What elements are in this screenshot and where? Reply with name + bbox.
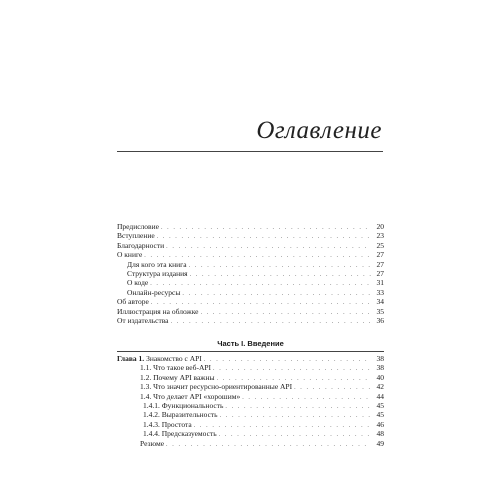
toc-entry-page: 33 bbox=[376, 287, 384, 297]
toc-entry-label: О книге bbox=[117, 250, 143, 260]
toc-entry-page: 27 bbox=[376, 259, 384, 269]
leader-dots bbox=[171, 318, 371, 327]
toc-entry-about-author bbox=[117, 297, 384, 306]
page-title: Оглавление bbox=[256, 117, 382, 144]
toc-entry-label: Структура издания bbox=[127, 268, 188, 278]
toc-entry-label: 1.3. Что значит ресурсно-ориентированные API bbox=[140, 382, 293, 392]
toc-entry-label: 1.4.1. Функциональность bbox=[143, 400, 224, 410]
toc-entry-audience bbox=[117, 260, 384, 269]
leader-dots bbox=[219, 431, 371, 440]
toc-entry-page: 20 bbox=[376, 222, 384, 231]
chapter-list bbox=[117, 354, 384, 448]
title-rule bbox=[117, 151, 383, 152]
toc-entry-1-3 bbox=[117, 382, 384, 391]
chapter-title: Знакомство с API bbox=[146, 354, 202, 363]
toc-entry-cover-illustration bbox=[117, 307, 384, 316]
front-matter-list bbox=[117, 222, 384, 325]
leader-dots bbox=[182, 290, 371, 299]
toc-entry-1-4-4 bbox=[117, 429, 384, 438]
toc-entry-code bbox=[117, 278, 384, 287]
toc-entry-label: Иллюстрация на обложке bbox=[117, 306, 199, 316]
leader-dots bbox=[201, 309, 371, 318]
toc-entry-page: 38 bbox=[376, 354, 384, 363]
leader-dots bbox=[166, 441, 371, 450]
toc-entry-label: 1.4.3. Простота bbox=[143, 419, 192, 429]
leader-dots bbox=[157, 233, 371, 242]
toc-entry-label: Резюме bbox=[140, 438, 165, 448]
toc-entry-page: 49 bbox=[376, 438, 384, 448]
toc-entry-label: 1.4. Что делает API «хорошим» bbox=[140, 391, 241, 401]
toc-entry-structure bbox=[117, 269, 384, 278]
toc-entry-page: 35 bbox=[376, 306, 384, 316]
toc-entry-acknowledgements bbox=[117, 241, 384, 250]
toc-entry-page: 42 bbox=[376, 382, 384, 392]
toc-entry-1-1 bbox=[117, 363, 384, 372]
toc-entry-page: 23 bbox=[376, 231, 384, 241]
toc-entry-introduction bbox=[117, 231, 384, 240]
toc-entry-1-4-3 bbox=[117, 420, 384, 429]
leader-dots bbox=[213, 365, 371, 374]
toc-entry-page: 27 bbox=[376, 250, 384, 260]
toc-entry-page: 36 bbox=[376, 315, 384, 325]
toc-entry-label: Благодарности bbox=[117, 240, 165, 250]
toc-entry-page: 31 bbox=[376, 278, 384, 288]
leader-dots bbox=[225, 403, 371, 412]
toc-entry-page: 44 bbox=[376, 391, 384, 401]
toc-entry-label: О коде bbox=[127, 278, 149, 288]
leader-dots bbox=[204, 356, 371, 365]
toc-entry-label: Для кого эта книга bbox=[127, 259, 187, 269]
leader-dots bbox=[242, 394, 371, 403]
toc-entry-label bbox=[117, 354, 204, 363]
leader-dots bbox=[189, 262, 371, 271]
toc-entry-online-resources bbox=[117, 288, 384, 297]
toc-entry-1-4-2 bbox=[117, 410, 384, 419]
toc-entry-label: 1.4.2. Выразительность bbox=[143, 410, 218, 420]
toc-entry-label: 1.2. Почему API важны bbox=[140, 372, 215, 382]
leader-dots bbox=[161, 224, 371, 233]
toc-entry-preface bbox=[117, 222, 384, 231]
toc-entry-chapter-1 bbox=[117, 354, 384, 363]
toc-entry-publisher bbox=[117, 316, 384, 325]
toc-entry-page: 46 bbox=[376, 419, 384, 429]
toc-entry-label: 1.4.4. Предсказуемость bbox=[143, 429, 217, 439]
toc-entry-page: 27 bbox=[376, 268, 384, 278]
toc-entry-label: От издательства bbox=[117, 315, 169, 325]
part-rule bbox=[117, 351, 384, 352]
toc-entry-page: 48 bbox=[376, 429, 384, 439]
toc-entry-label: Предисловие bbox=[117, 222, 159, 231]
toc-entry-page: 45 bbox=[376, 400, 384, 410]
toc-entry-1-2 bbox=[117, 373, 384, 382]
toc-entry-page: 45 bbox=[376, 410, 384, 420]
leader-dots bbox=[166, 243, 371, 252]
toc-entry-about-book bbox=[117, 250, 384, 259]
leader-dots bbox=[294, 384, 371, 393]
toc-entry-summary bbox=[117, 439, 384, 448]
toc-entry-label: 1.1. Что такое веб-API bbox=[140, 363, 212, 373]
toc-entry-label: Вступление bbox=[117, 231, 155, 241]
leader-dots bbox=[220, 412, 371, 421]
leader-dots bbox=[194, 422, 371, 431]
toc-entry-1-4 bbox=[117, 392, 384, 401]
toc-entry-1-4-1 bbox=[117, 401, 384, 410]
toc-entry-label: Об авторе bbox=[117, 297, 149, 307]
toc-entry-page: 40 bbox=[376, 372, 384, 382]
leader-dots bbox=[150, 280, 371, 289]
toc-entry-page: 34 bbox=[376, 297, 384, 307]
toc-entry-page: 38 bbox=[376, 363, 384, 373]
toc-entry-page: 25 bbox=[376, 240, 384, 250]
part-heading: Часть I. Введение bbox=[217, 339, 284, 348]
leader-dots bbox=[190, 271, 371, 280]
toc-entry-label: Онлайн-ресурсы bbox=[127, 287, 181, 297]
chapter-prefix: Глава 1. bbox=[117, 354, 145, 363]
